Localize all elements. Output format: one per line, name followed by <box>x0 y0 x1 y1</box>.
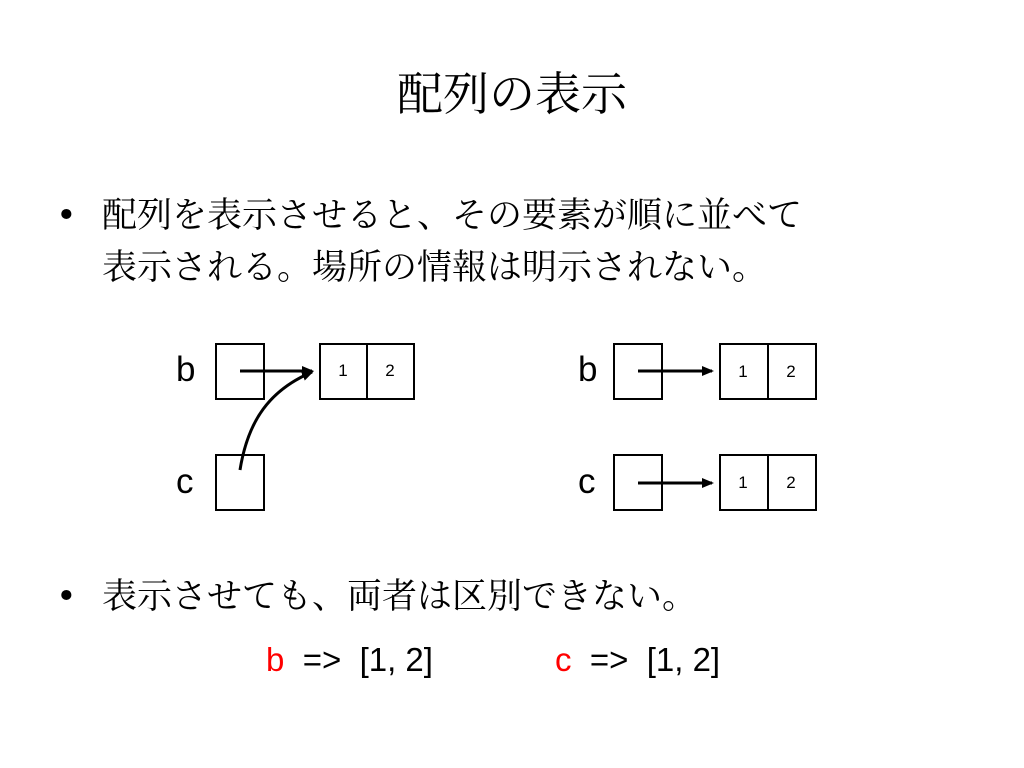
output-b-variable: b <box>266 641 285 678</box>
right-c-array-value-2: 2 <box>786 473 796 492</box>
right-label-b: b <box>578 350 598 389</box>
bullet-marker: • <box>56 577 77 617</box>
output-c-variable: c <box>555 641 572 678</box>
left-array-value-1: 1 <box>338 361 348 380</box>
left-label-c: c <box>176 462 194 501</box>
right-b-array-value-1: 1 <box>738 362 748 381</box>
output-c-result: => [1, 2] <box>571 641 721 678</box>
left-label-b: b <box>176 350 196 389</box>
bullet-marker: • <box>56 196 77 236</box>
bullet-2 <box>56 572 956 622</box>
bullet-1-line-2: 表示される。場所の情報は明示されない。 <box>102 248 768 288</box>
left-array-value-2: 2 <box>385 361 395 380</box>
diagram-drawing <box>0 320 1024 540</box>
right-b-array-value-2: 2 <box>786 362 796 381</box>
output-b <box>266 638 433 682</box>
bullet-1-line-1: 配列を表示させると、その要素が順に並べて <box>102 196 803 236</box>
output-b-result: => [1, 2] <box>284 641 433 678</box>
slide-title: 配列の表示 <box>397 67 627 121</box>
right-c-array-value-1: 1 <box>738 473 748 492</box>
reference-diagram <box>0 320 1024 540</box>
bullet-2-line-1: 表示させても、両者は区別できない。 <box>102 577 698 617</box>
bullet-1 <box>56 191 976 291</box>
right-label-c: c <box>578 462 596 501</box>
output-c <box>555 638 720 682</box>
